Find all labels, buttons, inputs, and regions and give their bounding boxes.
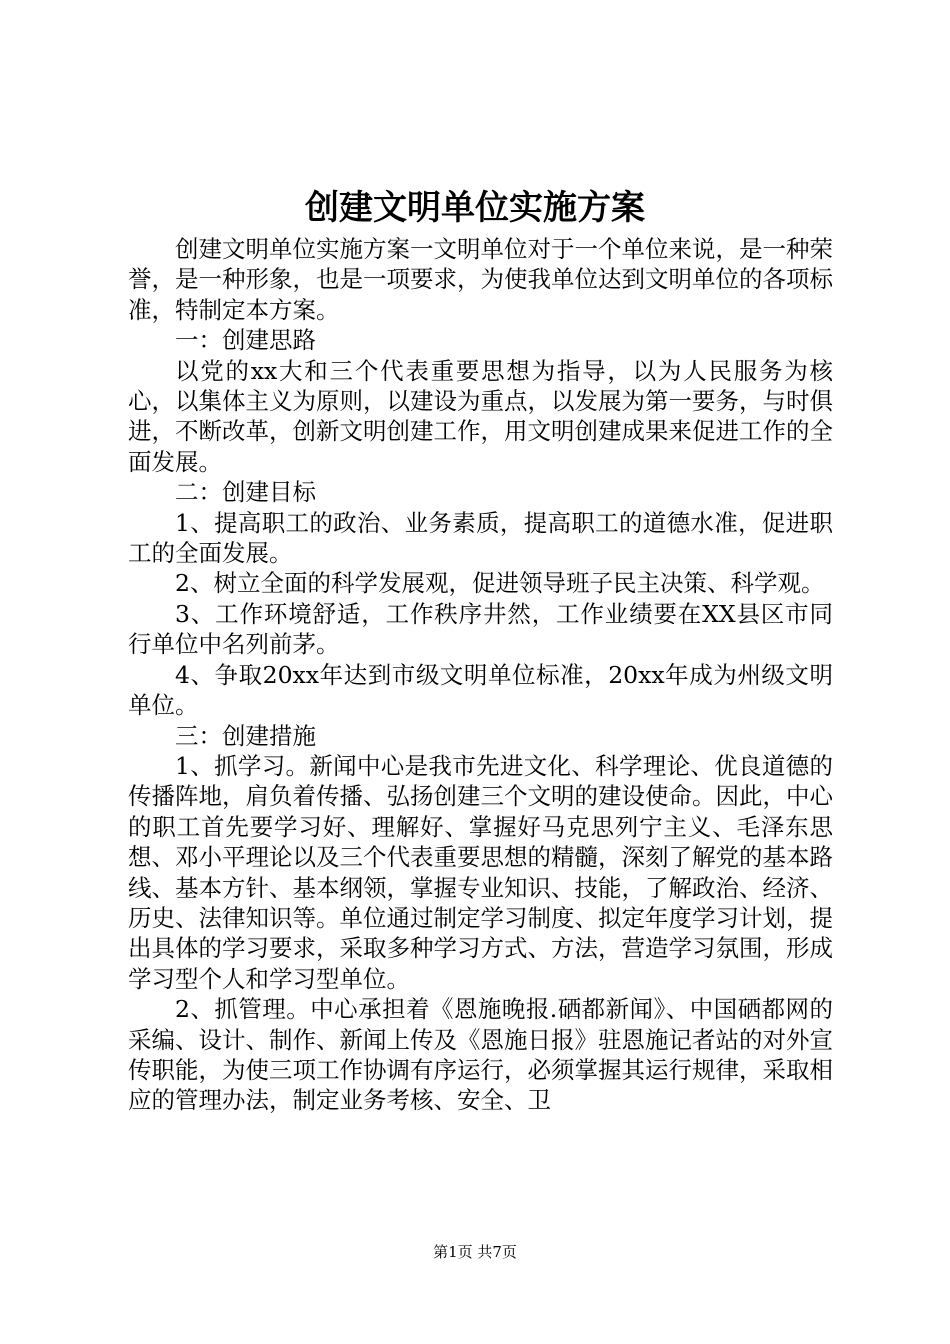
document-title: 创建文明单位实施方案 <box>305 188 645 228</box>
paragraph: 以党的xx大和三个代表重要思想为指导，以为人民服务为核心，以集体主义为原则，以建设为重点，以发展为第一要务，与时俱进，不断改革，创新文明创建工作，用文明创建成果来促进工作的全面发展。 <box>128 356 833 476</box>
section-heading-2: 二：创建目标 <box>175 478 316 507</box>
list-item: 4、争取20xx年达到市级文明单位标准，20xx年成为州级文明单位。 <box>128 660 833 720</box>
list-item: 1、提高职工的政治、业务素质，提高职工的道德水准，促进职工的全面发展。 <box>128 508 833 568</box>
document-body <box>128 234 833 1116</box>
section-heading-3: 三：创建措施 <box>175 721 316 750</box>
list-item: 2、树立全面的科学发展观，促进领导班子民主决策、科学观。 <box>175 569 825 598</box>
list-item: 2、抓管理。中心承担着《恩施晚报.硒都新闻》、中国硒都网的采编、设计、制作、新闻上传及《恩施日报》驻恩施记者站的对外宣传职能，为使三项工作协调有序运行，必须掌握其运行规律，采取相应的管理办法，制定业务考核、安全、卫 <box>128 995 833 1115</box>
section-heading-1: 一：创建思路 <box>175 326 316 355</box>
list-item: 3、工作环境舒适，工作秩序井然，工作业绩要在XX县区市同行单位中名列前茅。 <box>128 599 833 659</box>
page-footer: 第1页 共7页 <box>433 1243 517 1261</box>
list-item: 1、抓学习。新闻中心是我市先进文化、科学理论、优良道德的传播阵地，肩负着传播、弘扬创建三个文明的建设使命。因此，中心的职工首先要学习好、理解好、掌握好马克思列宁主义、毛泽东思想、邓小平理论以及三个代表重要思想的精髓，深刻了解党的基本路线、基本方针、基本纲领，掌握专业知识、技能，了解政治、经济、历史、法律知识等。单位通过制定学习制度、拟定年度学习计划，提出具体的学习要求，采取多种学习方式、方法，营造学习氛围，形成学习型个人和学习型单位。 <box>128 751 833 993</box>
paragraph-intro: 创建文明单位实施方案一文明单位对于一个单位来说，是一种荣誉，是一种形象，也是一项要求，为使我单位达到文明单位的各项标准，特制定本方案。 <box>128 235 833 324</box>
